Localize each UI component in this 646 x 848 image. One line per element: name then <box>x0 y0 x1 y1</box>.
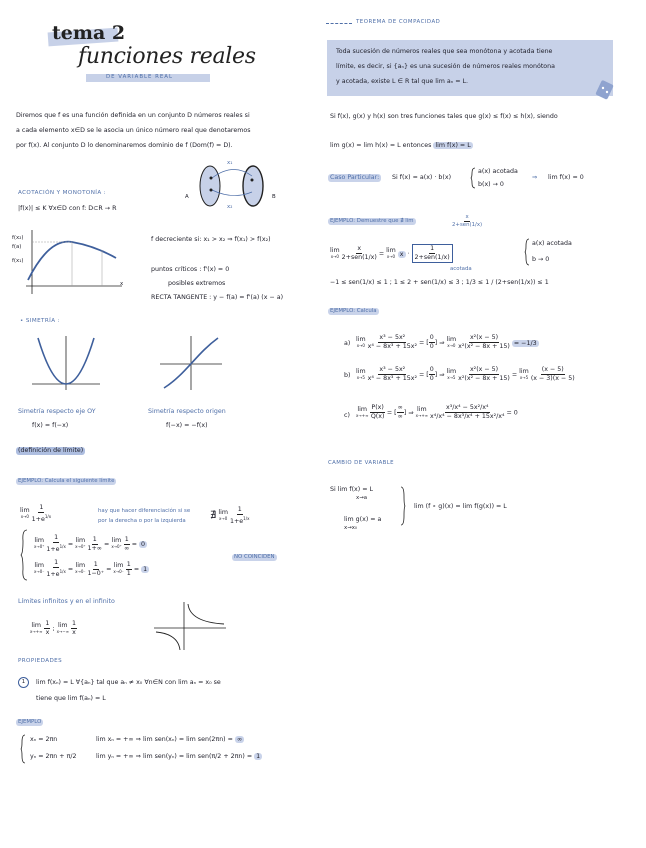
ejemplo1-title: EJEMPLO: Calcula el siguiente límite <box>18 478 115 484</box>
sandwich-text: Si f(x), g(x) y h(x) son tres funciones tales que g(x) ≤ f(x) ≤ h(x), siendo <box>330 113 558 120</box>
ej2-row1-calc <box>96 736 244 744</box>
caso-result: lim f(x) = 0 <box>548 174 584 181</box>
ejemplo3-fraction: $\frac{x}{\text{2+sen(1/x)}}$ <box>452 214 483 228</box>
ej2-row2-calc <box>96 753 262 761</box>
brace-caso <box>470 167 476 189</box>
brace-left-2 <box>20 734 26 764</box>
ejemplo3-note: acotada <box>450 266 472 272</box>
decreciente-def: f decreciente si: x₁ > x₂ ⇒ f(x₁) > f(x₂) <box>151 236 271 243</box>
item-a-expr: lim x→0 $\frac{\text{x³ − 5x²}}{\text{x⁴ − 8x³ + 15x²}}$ = [ $\frac{0}{0}$ ] ⇒ lim x→0 $\frac{\text{x²(x − 5)}}{\text{x²(x² − 8x + 15)}}$ = −1/3 <box>356 334 537 350</box>
item-a-result: = −1/3 <box>513 339 537 347</box>
teorema-line-2: límite, es decir, si {aₙ} es una sucesión de números reales monótona <box>336 63 555 70</box>
intro-line-2: a cada elemento x∈D se le asocia un único número real que denotaremos <box>16 127 251 134</box>
def-limite: (definición de límite) <box>18 447 84 454</box>
ejemplo2-title: EJEMPLO <box>18 719 42 725</box>
intro-line-3: por f(x). Al conjunto D lo denominaremos dominio de f (Dom(f) = D). <box>16 142 233 149</box>
ej2-row2-text: lim yₙ = +∞ ⇒ lim sen(yₙ) = lim sen(π/2 + 2πn) = <box>96 753 253 760</box>
graph-label-fx2: f(x₂) <box>12 235 24 241</box>
infinitos-title: Límites infinitos y en el infinito <box>18 598 115 605</box>
diagram-label-x2: x₂ <box>227 204 233 210</box>
teorema-dash <box>326 23 352 24</box>
result-left: 1 <box>143 566 148 574</box>
hyperbola-graph <box>152 600 228 652</box>
brace-ejemplo3 <box>524 238 530 266</box>
intro-line-1: Diremos que f es una función definida en un conjunto D números reales si <box>16 112 250 119</box>
odd-function-graph <box>158 334 224 392</box>
item-c-label: c) <box>344 412 350 419</box>
caso-arrow-icon: ⇒ <box>532 174 538 181</box>
prop1-line-1: lim f(xₙ) = L ∀{aₙ} tal que aₙ ≠ x₀ ∀n∈N con lim aₙ = x₀ se <box>36 679 221 686</box>
no-coinciden: NO COINCIDEN <box>234 554 275 560</box>
ejemplo1-note-2: por la derecha o por la izquierda <box>98 518 186 524</box>
ejemplo1-note-1: hay que hacer diferenciación si se <box>98 508 191 514</box>
ejemplo3-cero: b → 0 <box>532 256 550 263</box>
teorema-line-1: Toda sucesión de números reales que sea monótona y acotada tiene <box>336 48 553 55</box>
limit-right-row: lim x→0⁺ $\frac{1}{1+e^{1/x}}$ = lim x→0⁺ $\frac{1}{1+\infty}$ = lim x→0⁺ $\frac{1}{\infty}$ = 0 <box>34 534 146 554</box>
propiedades-title: PROPIEDADES <box>18 658 63 664</box>
acotacion-title: ACOTACIÓN Y MONOTONÍA : <box>18 190 107 196</box>
cambio-si-text: Si lim f(x) = L <box>330 486 374 493</box>
diagram-label-a: A <box>185 194 189 200</box>
sandwich-eq-text: lim g(x) = lim h(x) = L entonces <box>330 142 432 149</box>
brace-left-1 <box>20 529 28 581</box>
simetria-origen: Simetría respecto origen <box>148 408 226 415</box>
cambio-g: lim g(x) = a <box>344 516 382 523</box>
acotacion-formula: |f(x)| ≤ K ∀x∈D con f: D⊂R → R <box>18 205 117 212</box>
simetria-eje: Simetría respecto eje OY <box>18 408 96 415</box>
page-subtitle: DE VARIABLE REAL <box>106 74 173 80</box>
diagram-label-b: B <box>272 194 276 200</box>
ej2-row1-seq: xₙ = 2πn <box>30 736 58 743</box>
graph-label-fx1: f(x₁) <box>12 258 24 264</box>
page-title-text: funciones reales <box>78 44 256 69</box>
simetria-origen-formula: f(−x) = −f(x) <box>166 422 208 429</box>
cambio-result: lim (f ∘ g)(x) = lim f(g(x)) = L <box>414 503 507 510</box>
ejemplo3-title: EJEMPLO: Demuestre que ∄ lim <box>330 218 414 224</box>
item-c-result: = 0 <box>506 409 518 417</box>
tema-label <box>52 22 125 44</box>
cambio-si-sub: x→a <box>356 495 368 501</box>
brace-cambio <box>400 486 406 526</box>
simetria-eje-formula: f(x) = f(−x) <box>32 422 69 429</box>
simetria-title: • SIMETRÍA : <box>20 318 60 324</box>
prop1-badge <box>18 677 29 688</box>
ej2-row2-result: 1 <box>256 753 261 760</box>
monotonic-graph <box>14 228 126 298</box>
teorema-line-3: y acotada, existe L ∈ R tal que lim aₙ = L. <box>336 78 469 85</box>
page-title <box>78 44 256 69</box>
limit-left-row: lim x→0⁻ $\frac{1}{1+e^{1/x}}$ = lim x→0⁻ $\frac{1}{1-0^+}$ = lim x→0⁻ $\frac{1}{1}$ = 1 <box>34 559 148 579</box>
even-function-graph <box>30 334 102 392</box>
tema-text: tema 2 <box>52 22 126 44</box>
decorative-doodle-icon <box>594 78 616 102</box>
ejemplo1-noexiste: ∄ lim x→0 $\frac{1}{1+e^{1/x}}$ <box>210 506 250 526</box>
prop1-line-2: tiene que lim f(aₙ) = L <box>36 695 106 702</box>
ej2-row1-result: ∞ <box>236 736 243 743</box>
infinitos-limits: lim x→+∞ $\frac{1}{x}$ ; lim x→−∞ $\frac{1}{x}$ <box>30 620 76 636</box>
ejemplo3-acotada: a(x) acotada <box>532 240 572 247</box>
ejemplo1-limit: lim x→0 $\frac{1}{1+e^{1/x}}$ <box>20 504 52 524</box>
ejemplo4-title: EJEMPLO: Calcula <box>330 308 377 314</box>
cambio-si <box>330 486 373 494</box>
item-c-expr: lim x→+∞ $\frac{P(x)}{Q(x)}$ = [ $\frac{\infty}{\infty}$ ] ⇒ lim x→+∞ $\frac{\text{x³/x⁴ − 5x²/x⁴}}{\text{x⁴/x⁴ − 8x³/x⁴ + 15x²/x⁴}}$ = 0 <box>356 404 518 420</box>
posibles-extremos: posibles extremos <box>168 280 226 287</box>
teorema-title: TEOREMA DE COMPACIDAD <box>356 19 441 25</box>
sandwich-equation <box>330 142 473 150</box>
caso-b: b(x) → 0 <box>478 181 504 188</box>
sandwich-result: lim f(x) = L <box>435 142 471 149</box>
ej2-row1-text: lim xₙ = +∞ ⇒ lim sen(xₙ) = lim sen(2πn) = <box>96 736 233 743</box>
ej2-row2-seq: yₙ = 2πn + π/2 <box>30 753 77 760</box>
ejemplo3-limit: lim x→0 $\frac{x}{\text{2+sen(1/x)}}$ = lim x→0 x · $\frac{1}{\text{2+sen(1/x)}}$ <box>330 244 453 263</box>
caso-a: a(x) acotada <box>478 168 518 175</box>
item-b-label: b) <box>344 372 351 379</box>
item-b-expr: lim x→5 $\frac{\text{x³ − 5x²}}{\text{x⁴ − 8x³ + 15x²}}$ = [ $\frac{0}{0}$ ] ⇒ lim x→5 $\frac{\text{x²(x − 5)}}{\text{x²(x² − 8x + 15)}}$ = lim x→5 $\frac{(x - 5)}{(x - 3)(x - 5)}$ <box>356 366 575 382</box>
cambio-title: CAMBIO DE VARIABLE <box>328 460 394 466</box>
prop1-number: 1 <box>21 679 26 685</box>
cambio-g-sub: x→x₀ <box>344 525 358 531</box>
result-right: 0 <box>141 541 146 549</box>
item-a-label: a) <box>344 340 351 347</box>
caso-title: Caso Particular: <box>330 174 380 181</box>
caso-text: Si f(x) = a(x) · b(x) <box>392 174 452 181</box>
diagram-label-x1: x₁ <box>227 160 233 166</box>
ejemplo3-inequality: −1 ≤ sen(1/x) ≤ 1 ; 1 ≤ 2 + sen(1/x) ≤ 3 ; 1/3 ≤ 1 / (2+sen(1/x)) ≤ 1 <box>330 279 549 286</box>
recta-tangente: RECTA TANGENTE : y − f(a) = f'(a) (x − a) <box>151 294 284 301</box>
graph-label-fa: f(a) <box>12 244 22 250</box>
no-existe-symbol: ∄ <box>210 510 217 522</box>
puntos-criticos: puntos críticos : f'(x) = 0 <box>151 266 230 273</box>
graph-label-x: x <box>120 281 124 287</box>
